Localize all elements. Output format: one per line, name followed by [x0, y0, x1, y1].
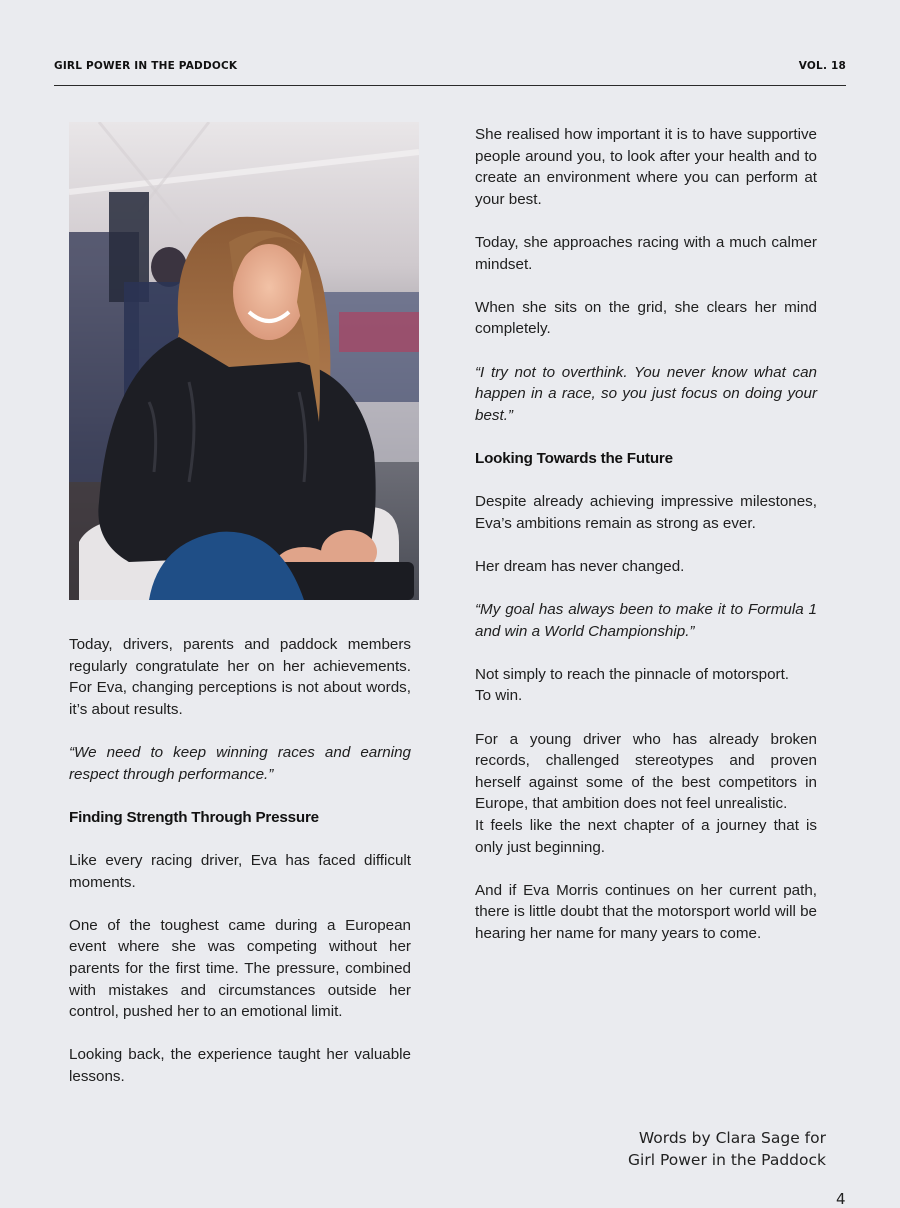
paragraph: When she sits on the grid, she clears her mind completely.	[475, 298, 817, 338]
paragraph: She realised how important it is to have supportive people around you, to look after your health and to create an environment where you can perform at your best.	[475, 126, 817, 208]
credit-line: Words by Clara Sage for	[638, 1129, 826, 1147]
volume-label: VOL. 18	[798, 60, 846, 72]
section-heading: Looking Towards the Future	[475, 449, 673, 467]
paragraph: Today, she approaches racing with a much calmer mindset.	[475, 233, 817, 273]
paragraph: Her dream has never changed.	[475, 557, 685, 575]
page-number: 4	[836, 1190, 846, 1208]
paragraph: Despite already achieving impressive milestones, Eva’s ambitions remain as strong as ever.	[475, 493, 817, 532]
paragraph: Like every racing driver, Eva has faced difficult moments.	[69, 851, 411, 891]
page-header	[54, 60, 846, 72]
paragraph: For a young driver who has already broken records, challenged stereotypes and proven herself against some of the best competitors in Europe, that ambition does not feel unrealistic.	[475, 730, 817, 813]
paragraph: Not simply to reach the pinnacle of motorsport.	[475, 665, 790, 683]
header-divider	[54, 85, 846, 86]
paragraph: Looking back, the experience taught her valuable lessons.	[69, 1046, 411, 1085]
paragraph: To win.	[475, 687, 523, 705]
paragraph: And if Eva Morris continues on her current path, there is little doubt that the motorsport world will be hearing her name for many years to come.	[475, 881, 817, 942]
section-heading: Finding Strength Through Pressure	[69, 808, 319, 826]
pull-quote: “I try not to overthink. You never know what can happen in a race, so you just focus on doing your best.”	[475, 363, 817, 424]
right-column	[475, 124, 817, 966]
credit-line: Girl Power in the Paddock	[628, 1151, 826, 1169]
publication-title: GIRL POWER IN THE PADDOCK	[54, 60, 238, 72]
paragraph: It feels like the next chapter of a journey that is only just beginning.	[475, 817, 817, 856]
paragraph: Today, drivers, parents and paddock members regularly congratulate her on her achievements. For Eva, changing perceptions is not about words, it’s about results.	[69, 636, 411, 718]
pull-quote: “My goal has always been to make it to Formula 1 and win a World Championship.”	[475, 601, 817, 640]
left-column	[69, 634, 411, 1109]
paragraph: One of the toughest came during a European event where she was competing without her parents for the first time. The pressure, combined with mistakes and circumstances outside her control, pushed her to an emotional limit.	[69, 916, 411, 1021]
portrait-photo	[69, 122, 419, 600]
author-credit	[628, 1127, 826, 1171]
pull-quote: “We need to keep winning races and earning respect through performance.”	[69, 743, 411, 783]
